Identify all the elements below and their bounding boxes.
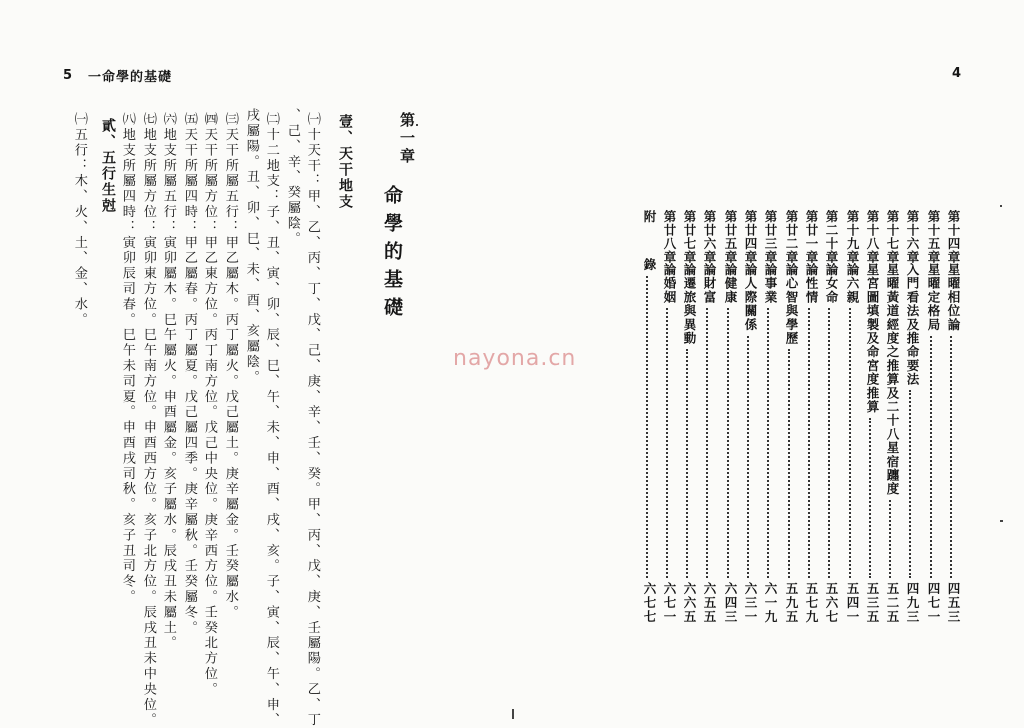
toc-page-number: 六六五 — [682, 582, 697, 624]
section-heading-wuxing: 貳、五行生尅 — [100, 118, 116, 214]
section-heading-tiangan-dizhi: 壹、天干地支 — [337, 114, 353, 210]
body-column: 戌屬陽。丑、卯、巳、未、酉、亥屬陰。 — [243, 108, 259, 386]
toc-leader-dots — [666, 308, 668, 578]
toc-chapter-label: 第廿五章 — [723, 210, 738, 264]
toc-leader-dots — [788, 349, 790, 578]
toc-chapter-label: 第十五章 — [926, 210, 941, 264]
toc-chapter-label: 第廿四章 — [743, 210, 758, 264]
running-header: 一命學的基礎 — [88, 70, 173, 85]
toc-leader-dots — [686, 349, 688, 578]
wuxing-line: ㈠五行：木、火、土、金、水。 — [71, 112, 87, 328]
toc-entry-title: 入門看法及推命要法 — [905, 263, 920, 387]
body-column: ㈠十天干：甲、乙、丙、丁、戊、己、庚、辛、壬、癸。甲、丙、戊、庚、壬屬陽。乙、丁 — [304, 112, 320, 728]
toc-chapter-label: 第廿一章 — [804, 210, 819, 264]
body-column: ㈤天干所屬四時：甲乙屬春。丙丁屬夏。戊己屬四季。庚辛屬秋。壬癸屬冬。 — [181, 112, 197, 636]
toc-chapter-label: 第廿六章 — [702, 210, 717, 264]
toc-entry-title: 論財富 — [702, 263, 717, 305]
body-column: ㈣天干所屬方位：甲乙東方位。丙丁南方位。戊己中央位。庚辛西方位。壬癸北方位。 — [201, 112, 217, 698]
toc-leader-dots — [747, 336, 749, 578]
chapter-title: 命學的基礎 — [381, 185, 403, 325]
toc-page-number: 五二五 — [885, 582, 900, 624]
toc-chapter-label: 第十九章 — [845, 210, 860, 264]
toc-chapter-label: 第廿八章 — [662, 210, 677, 264]
toc-chapter-label: 第十四章 — [946, 210, 961, 264]
toc-page-number: 五四一 — [845, 582, 860, 624]
chapter-label: 第一章 — [398, 112, 416, 166]
right-page — [512, 0, 1024, 721]
toc-entry-title: 星宮圖填製及命宮度推算 — [865, 263, 880, 414]
toc-page-number: 五三五 — [865, 582, 880, 624]
toc-page-number: 五七九 — [804, 582, 819, 624]
toc-entry-title: 論女命 — [824, 263, 839, 305]
toc-page-number: 四五三 — [946, 582, 961, 624]
toc-entry-title: 錄 — [642, 258, 657, 272]
body-column: ㈦地支所屬方位：寅卯東方位。巳午南方位。申酉西方位。亥子北方位。辰戌丑未中央位。 — [140, 112, 156, 728]
toc-page-number: 五九五 — [784, 582, 799, 624]
toc-chapter-label: 第廿二章 — [784, 210, 799, 264]
toc-page-number: 四九三 — [905, 582, 920, 624]
watermark: nayona.cn — [453, 346, 577, 371]
toc-leader-dots — [767, 308, 769, 578]
toc-leader-dots — [706, 308, 708, 578]
scan-speck — [1000, 520, 1003, 522]
toc-leader-dots — [930, 336, 932, 578]
toc-entry-title: 星曜黃道經度之推算及二十八星宿躔度 — [885, 263, 900, 496]
toc-chapter-label: 第二十章 — [824, 210, 839, 264]
toc-entry-title: 論心智與學歷 — [784, 263, 799, 346]
page-number-left: 5 — [63, 68, 73, 83]
body-column: ㈡十二地支：子、丑、寅、卯、辰、巳、午、未、申、酉、戌、亥。子、寅、辰、午、申、 — [263, 112, 279, 728]
toc-leader-dots — [808, 308, 810, 578]
toc-entry-title: 論事業 — [763, 263, 778, 305]
toc-page-number: 六三一 — [743, 582, 758, 624]
toc-page-number: 六五五 — [702, 582, 717, 624]
toc-chapter-label: 第廿七章 — [682, 210, 697, 264]
toc-page-number: 四七一 — [926, 582, 941, 624]
toc-chapter-label: 附 — [642, 210, 657, 224]
toc-entry-title: 論健康 — [723, 263, 738, 305]
toc-leader-dots — [950, 336, 952, 578]
toc-entry-title: 星曜定格局 — [926, 263, 941, 332]
toc-entry-title: 論婚姻 — [662, 263, 677, 305]
toc-page-number: 六四三 — [723, 582, 738, 624]
toc-leader-dots — [909, 390, 911, 578]
toc-entry-title: 星曜相位論 — [946, 263, 961, 332]
toc-page-number: 六七一 — [662, 582, 677, 624]
toc-chapter-label: 第十八章 — [865, 210, 880, 264]
toc-page-number: 六一九 — [763, 582, 778, 624]
toc-leader-dots — [646, 276, 648, 578]
body-column: 、己、辛、癸屬陰。 — [284, 108, 300, 247]
toc-chapter-label: 第十六章 — [905, 210, 920, 264]
toc-page-number: 六七七 — [642, 582, 657, 624]
scan-speck — [416, 124, 418, 126]
toc-entry-title: 論人際關係 — [743, 263, 758, 332]
scan-speck — [512, 709, 514, 719]
toc-leader-dots — [849, 308, 851, 578]
body-column: ㈥地支所屬五行：寅卯屬木。巳午屬火。申酉屬金。亥子屬水。辰戌丑未屬土。 — [160, 112, 176, 651]
scan-speck — [1000, 205, 1002, 207]
body-column: ㈢天干所屬五行：甲乙屬木。丙丁屬火。戊己屬土。庚辛屬金。壬癸屬水。 — [222, 112, 238, 621]
toc-leader-dots — [727, 308, 729, 578]
toc-entry-title: 論六親 — [845, 263, 860, 305]
toc-entry-title: 論性情 — [804, 263, 819, 305]
body-column: ㈧地支所屬四時：寅卯辰司春。巳午未司夏。申酉戌司秋。亥子丑司冬。 — [119, 112, 135, 605]
toc-leader-dots — [869, 418, 871, 578]
toc-page-number: 五六七 — [824, 582, 839, 624]
page-number-right: 4 — [952, 66, 962, 81]
toc-chapter-label: 第十七章 — [885, 210, 900, 264]
toc-chapter-label: 第廿三章 — [763, 210, 778, 264]
toc-leader-dots — [889, 500, 891, 578]
toc-leader-dots — [828, 308, 830, 578]
toc-entry-title: 論遷旅與異動 — [682, 263, 697, 346]
